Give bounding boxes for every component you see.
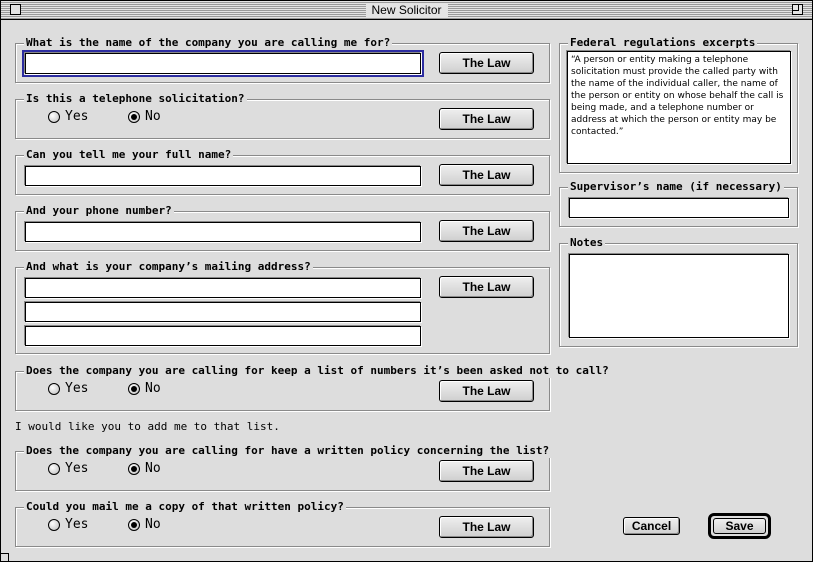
supervisor-name-input[interactable]	[569, 198, 789, 218]
resize-grip-icon[interactable]	[1, 553, 9, 561]
name-question: Can you tell me your full name?	[26, 148, 232, 161]
policy-yes-radio[interactable]	[48, 461, 108, 477]
radio-label: No	[145, 381, 161, 396]
policy-no-radio[interactable]	[128, 461, 188, 477]
the-law-button-name[interactable]: The Law	[439, 164, 534, 186]
title-bar[interactable]	[1, 1, 812, 20]
radio-off-icon	[48, 463, 60, 475]
mail-policy-yes-radio[interactable]	[48, 517, 108, 533]
radio-label: No	[145, 517, 161, 532]
mail-policy-question: Could you mail me a copy of that written policy?	[26, 500, 344, 513]
full-name-input[interactable]	[25, 166, 421, 186]
radio-off-icon	[48, 111, 60, 123]
save-button[interactable]: Save	[713, 518, 766, 534]
phone-question: And your phone number?	[26, 204, 172, 217]
radio-label: Yes	[65, 517, 89, 532]
radio-label: Yes	[65, 461, 89, 476]
default-button-ring	[708, 513, 771, 539]
company-question: What is the name of the company you are calling me for?	[26, 36, 391, 49]
dnc-list-yes-radio[interactable]	[48, 381, 108, 397]
supervisor-label: Supervisor’s name (if necessary)	[570, 180, 782, 193]
address-line-2-input[interactable]	[25, 302, 421, 322]
the-law-button-phone[interactable]: The Law	[439, 220, 534, 242]
the-law-button-company[interactable]: The Law	[439, 52, 534, 74]
notes-label: Notes	[570, 236, 604, 249]
radio-on-icon	[128, 383, 140, 395]
solicitation-yes-radio[interactable]	[48, 109, 108, 125]
the-law-button-dnc-list[interactable]: The Law	[439, 380, 534, 402]
dnc-list-question: Does the company you are calling for keep a list of numbers it’s been asked not to call?	[26, 364, 609, 377]
cancel-button[interactable]: Cancel	[623, 517, 680, 535]
address-line-1-input[interactable]	[25, 278, 421, 298]
address-line-3-input[interactable]	[25, 326, 421, 346]
the-law-button-solicitation[interactable]: The Law	[439, 108, 534, 130]
solicitation-no-radio[interactable]	[128, 109, 188, 125]
radio-label: Yes	[65, 109, 89, 124]
policy-question: Does the company you are calling for have a written policy concerning the list?	[26, 444, 550, 457]
notes-textarea[interactable]	[569, 254, 789, 338]
close-box-icon[interactable]	[10, 4, 21, 15]
radio-on-icon	[128, 463, 140, 475]
radio-on-icon	[128, 111, 140, 123]
regulations-label: Federal regulations excerpts	[570, 36, 756, 49]
radio-label: No	[145, 461, 161, 476]
window-title: New Solicitor	[365, 3, 447, 17]
add-me-request-text: I would like you to add me to that list.	[15, 420, 280, 433]
solicitation-question: Is this a telephone solicitation?	[26, 92, 245, 105]
company-name-input[interactable]	[25, 53, 421, 74]
the-law-button-address[interactable]: The Law	[439, 276, 534, 298]
radio-on-icon	[128, 519, 140, 531]
mail-policy-no-radio[interactable]	[128, 517, 188, 533]
radio-label: Yes	[65, 381, 89, 396]
regulations-excerpt-text[interactable]: “A person or entity making a telephone solicitation must provide the called party with the name of the individual caller, the name of the person or entity on whose behalf the call is being made, and a telephone number or address at which the person or entity may be contacted.”	[567, 51, 791, 164]
radio-label: No	[145, 109, 161, 124]
phone-number-input[interactable]	[25, 222, 421, 242]
dnc-list-no-radio[interactable]	[128, 381, 188, 397]
the-law-button-mail-policy[interactable]: The Law	[439, 516, 534, 538]
the-law-button-policy[interactable]: The Law	[439, 460, 534, 482]
radio-off-icon	[48, 519, 60, 531]
radio-off-icon	[48, 383, 60, 395]
address-question: And what is your company’s mailing address?	[26, 260, 311, 273]
zoom-box-icon[interactable]	[792, 4, 803, 15]
